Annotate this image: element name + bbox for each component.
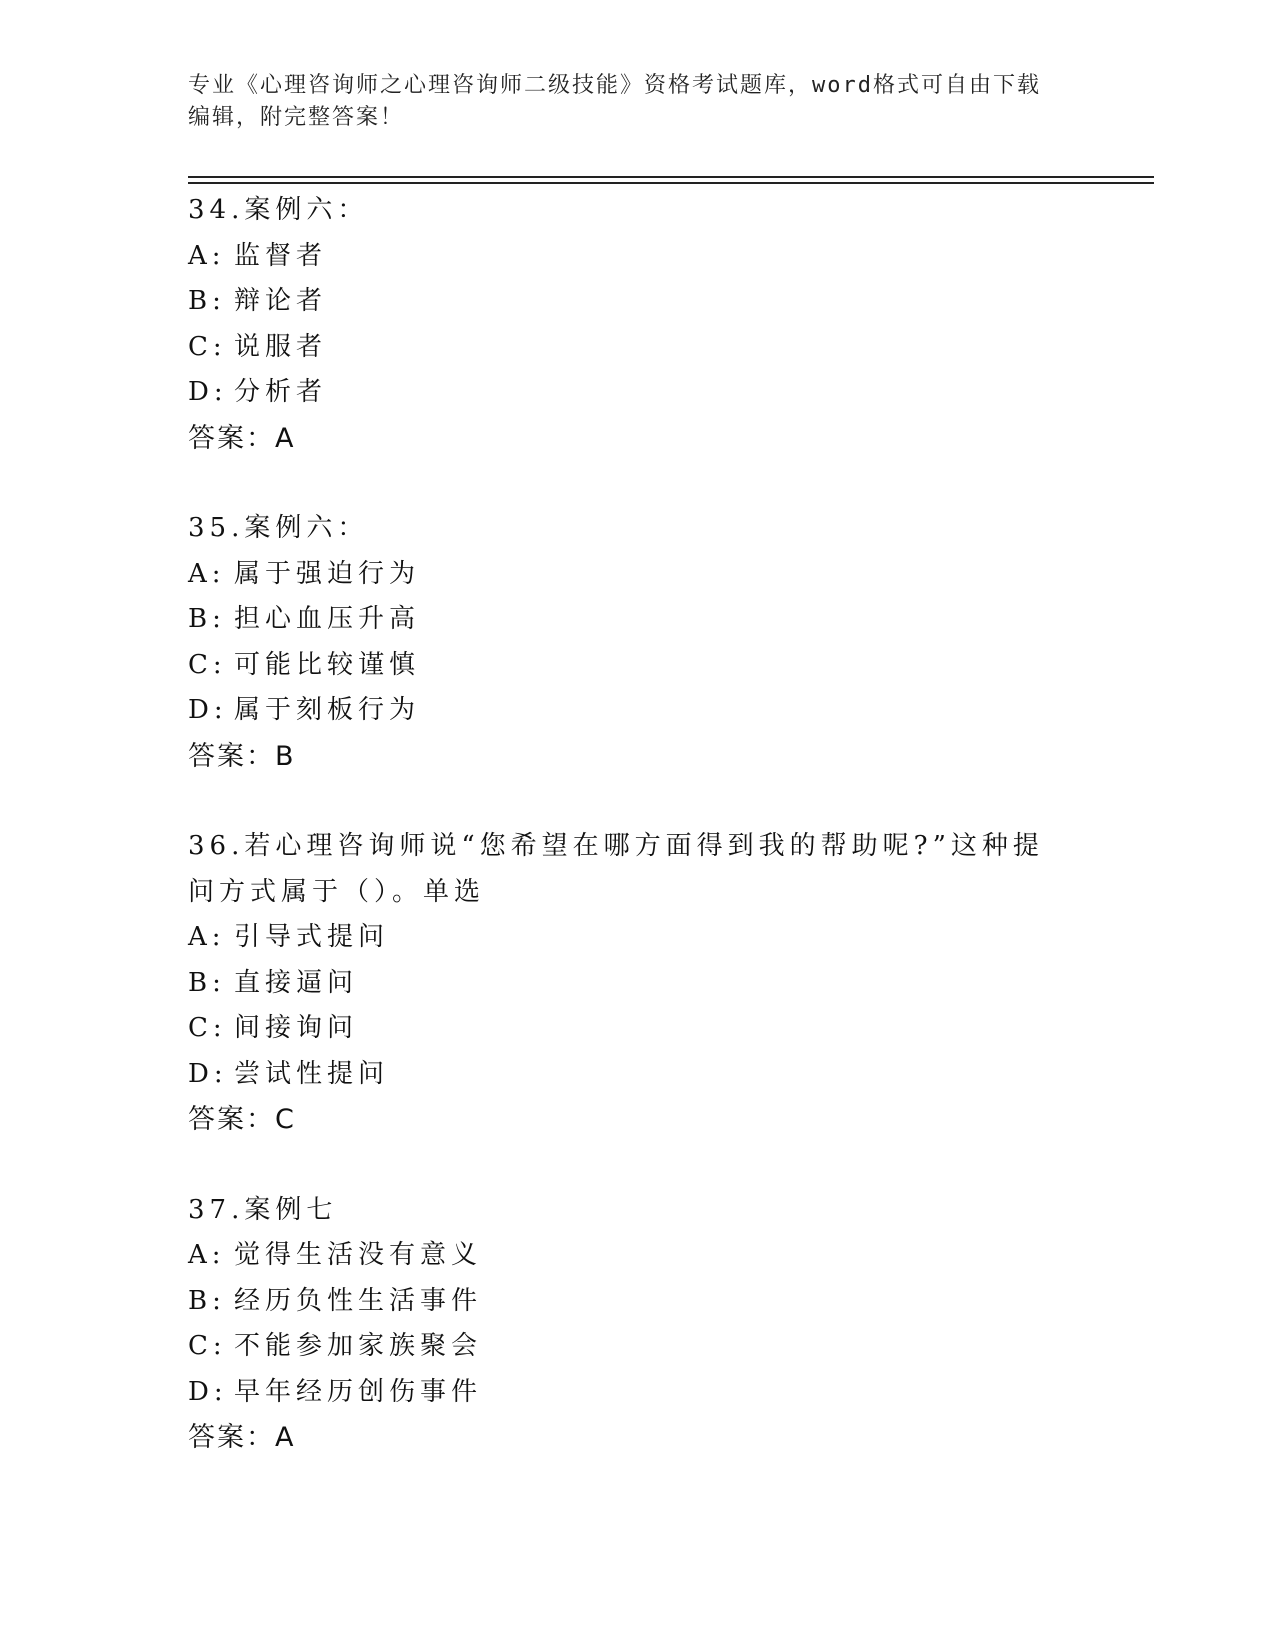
option-key: D: [188, 1058, 228, 1089]
option-key: D: [188, 695, 228, 725]
option-text: 间接询问 [234, 1013, 359, 1043]
option-key: A: [188, 922, 226, 952]
option-text: 可能比较谨慎 [234, 649, 421, 680]
option-b [188, 597, 1088, 643]
option-b [188, 1279, 1088, 1325]
option-text: 属于刻板行为 [234, 695, 421, 725]
option-text: 说服者 [234, 331, 328, 362]
option-key: C: [188, 1013, 227, 1043]
option-text: 觉得生活没有意义 [234, 1240, 483, 1270]
option-a [188, 552, 1088, 598]
option-text: 属于强迫行为 [234, 558, 421, 589]
option-d [188, 370, 1088, 416]
option-text: 直接逼问 [234, 967, 359, 998]
question-list [188, 188, 1088, 1506]
header-line-2: 编辑，附完整答案！ [188, 105, 405, 130]
option-b [188, 279, 1088, 325]
option-key: B: [188, 1285, 226, 1316]
question-34 [188, 188, 1088, 461]
option-a [188, 234, 1088, 280]
option-key: D: [188, 1376, 228, 1407]
answer-line: 答案：B [188, 740, 296, 772]
option-text: 不能参加家族聚会 [234, 1331, 483, 1361]
answer-line: 答案：A [188, 422, 296, 454]
option-key: B: [188, 604, 226, 634]
option-key: C: [188, 331, 227, 362]
option-a [188, 1233, 1088, 1279]
answer-line: 答案：A [188, 1422, 296, 1453]
question-stem: 35.案例六： [188, 513, 369, 543]
option-c [188, 325, 1088, 371]
header-divider-top [188, 176, 1154, 178]
option-c [188, 643, 1088, 689]
option-b [188, 961, 1088, 1007]
option-d [188, 688, 1088, 734]
question-stem: 36.若心理咨询师说“您希望在哪方面得到我的帮助呢?”这种提问方式属于（）。单选 [188, 831, 1044, 907]
option-c [188, 1324, 1088, 1370]
option-text: 经历负性生活事件 [234, 1285, 483, 1316]
option-key: D: [188, 377, 228, 407]
header-divider-bottom [188, 182, 1154, 184]
option-key: C: [188, 1331, 227, 1361]
option-text: 早年经历创伤事件 [234, 1376, 483, 1407]
option-key: B: [188, 967, 226, 998]
option-key: A: [188, 240, 226, 271]
question-35 [188, 506, 1088, 779]
option-text: 尝试性提问 [234, 1058, 390, 1089]
answer-line: 答案：C [188, 1104, 296, 1135]
option-text: 分析者 [234, 377, 328, 407]
option-text: 辩论者 [234, 286, 328, 316]
option-text: 引导式提问 [234, 922, 390, 952]
option-key: A: [188, 1240, 226, 1270]
header-line-1: 专业《心理咨询师之心理咨询师二级技能》资格考试题库，word格式可自由下载 [188, 73, 1041, 98]
option-text: 担心血压升高 [234, 604, 421, 634]
question-37 [188, 1188, 1088, 1461]
question-stem: 34.案例六： [188, 195, 369, 225]
option-text: 监督者 [234, 240, 328, 271]
document-header [188, 70, 1068, 134]
question-stem: 37.案例七 [188, 1194, 338, 1225]
option-c [188, 1006, 1088, 1052]
option-a [188, 915, 1088, 961]
option-key: B: [188, 286, 226, 316]
option-d [188, 1052, 1088, 1098]
option-key: C: [188, 649, 227, 680]
option-key: A: [188, 558, 226, 589]
option-d [188, 1370, 1088, 1416]
question-36 [188, 824, 1088, 1143]
